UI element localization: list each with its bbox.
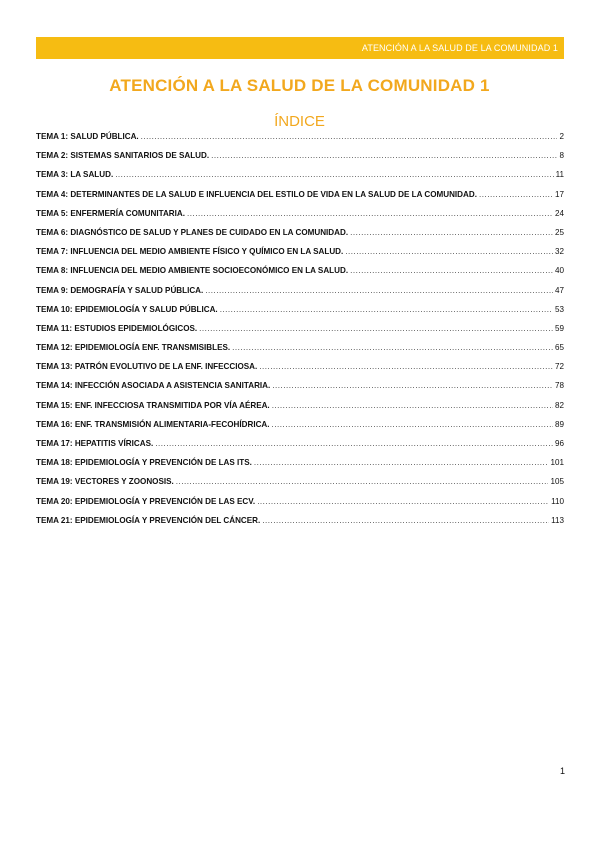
toc-entry-page: 11 — [555, 170, 564, 180]
toc-entry[interactable] — [36, 439, 564, 458]
table-of-contents — [36, 132, 564, 535]
toc-entry-label: TEMA 4: DETERMINANTES DE LA SALUD E INFLUENCIA DEL ESTILO DE VIDA EN LA SALUD DE LA COMUNIDAD. — [36, 189, 477, 199]
toc-entry[interactable] — [36, 381, 564, 400]
toc-entry-label: TEMA 3: LA SALUD. — [36, 170, 114, 180]
toc-entry-label: TEMA 6: DIAGNÓSTICO DE SALUD Y PLANES DE CUIDADO EN LA COMUNIDAD. — [36, 227, 349, 237]
toc-dot-leader — [350, 228, 553, 237]
toc-entry[interactable] — [36, 228, 564, 247]
toc-entry[interactable] — [36, 401, 564, 420]
toc-dot-leader — [262, 516, 549, 525]
toc-entry[interactable] — [36, 209, 564, 228]
toc-entry-page: 96 — [554, 439, 564, 448]
toc-entry-label: TEMA 18: EPIDEMIOLOGÍA Y PREVENCIÓN DE LAS ITS. — [36, 458, 252, 468]
toc-entry-label: TEMA 14: INFECCIÓN ASOCIADA A ASISTENCIA SANITARIA. — [36, 381, 271, 391]
toc-entry-label: TEMA 20: EPIDEMIOLOGÍA Y PREVENCIÓN DE LAS ECV. — [36, 496, 256, 506]
toc-entry[interactable] — [36, 132, 564, 151]
toc-entry[interactable] — [36, 458, 564, 477]
toc-entry-page: 40 — [554, 266, 564, 276]
toc-dot-leader — [254, 458, 549, 467]
toc-dot-leader — [345, 247, 553, 256]
toc-entry-page: 105 — [550, 477, 564, 487]
toc-dot-leader — [176, 477, 549, 486]
toc-entry-page: 25 — [554, 227, 564, 237]
toc-entry-label: TEMA 8: INFLUENCIA DEL MEDIO AMBIENTE SOCIOECONÓMICO EN LA SALUD. — [36, 266, 349, 276]
toc-entry[interactable] — [36, 247, 564, 266]
toc-entry-page: 59 — [554, 323, 564, 333]
toc-entry-page: 113 — [551, 515, 564, 525]
toc-entry-page: 89 — [554, 419, 564, 429]
toc-dot-leader — [155, 439, 553, 448]
toc-entry-page: 110 — [551, 496, 564, 506]
toc-entry-page: 53 — [554, 304, 564, 314]
toc-entry-page: 65 — [554, 343, 564, 353]
running-header — [36, 37, 564, 59]
toc-entry[interactable] — [36, 266, 564, 285]
toc-dot-leader — [141, 132, 558, 141]
toc-entry-label: TEMA 1: SALUD PÚBLICA. — [36, 132, 139, 141]
toc-entry-label: TEMA 7: INFLUENCIA DEL MEDIO AMBIENTE FÍSICO Y QUÍMICO EN LA SALUD. — [36, 247, 344, 257]
toc-entry-page: 101 — [550, 458, 564, 468]
toc-dot-leader — [187, 209, 553, 218]
toc-dot-leader — [115, 170, 553, 179]
toc-dot-leader — [259, 362, 553, 371]
toc-dot-leader — [479, 190, 553, 199]
toc-dot-leader — [272, 401, 553, 410]
toc-dot-leader — [211, 151, 557, 160]
toc-entry-label: TEMA 9: DEMOGRAFÍA Y SALUD PÚBLICA. — [36, 285, 204, 295]
toc-dot-leader — [220, 305, 553, 314]
toc-entry-page: 47 — [554, 285, 564, 295]
toc-entry-page: 24 — [554, 208, 564, 218]
toc-entry[interactable] — [36, 170, 564, 189]
toc-entry-label: TEMA 10: EPIDEMIOLOGÍA Y SALUD PÚBLICA. — [36, 304, 218, 314]
toc-entry[interactable] — [36, 305, 564, 324]
toc-entry-label: TEMA 11: ESTUDIOS EPIDEMIOLÓGICOS. — [36, 323, 198, 333]
toc-entry[interactable] — [36, 497, 564, 516]
document-title: ATENCIÓN A LA SALUD DE LA COMUNIDAD 1 — [109, 76, 490, 95]
toc-dot-leader — [199, 324, 553, 333]
toc-entry-page: 17 — [554, 189, 564, 199]
toc-entry-page: 32 — [554, 247, 564, 257]
toc-dot-leader — [350, 266, 553, 275]
page-number: 1 — [559, 766, 565, 776]
toc-dot-leader — [272, 381, 553, 390]
toc-entry[interactable] — [36, 324, 564, 343]
toc-entry-page: 78 — [554, 381, 564, 391]
toc-entry-page: 8 — [559, 151, 564, 161]
toc-entry[interactable] — [36, 516, 564, 535]
toc-entry[interactable] — [36, 420, 564, 439]
index-heading: ÍNDICE — [274, 113, 325, 130]
running-header-title: ATENCIÓN A LA SALUD DE LA COMUNIDAD 1 — [361, 43, 558, 53]
toc-entry-label: TEMA 17: HEPATITIS VÍRICAS. — [36, 439, 154, 448]
toc-entry-label: TEMA 21: EPIDEMIOLOGÍA Y PREVENCIÓN DEL CÁNCER. — [36, 515, 261, 525]
toc-entry-label: TEMA 19: VECTORES Y ZOONOSIS. — [36, 477, 174, 487]
toc-entry-label: TEMA 13: PATRÓN EVOLUTIVO DE LA ENF. INFECCIOSA. — [36, 362, 258, 372]
toc-entry[interactable] — [36, 190, 564, 209]
toc-entry[interactable] — [36, 362, 564, 381]
toc-entry[interactable] — [36, 343, 564, 362]
toc-entry[interactable] — [36, 286, 564, 305]
toc-dot-leader — [257, 497, 549, 506]
toc-entry-page: 72 — [554, 362, 564, 372]
toc-entry-label: TEMA 12: EPIDEMIOLOGÍA ENF. TRANSMISIBLES. — [36, 343, 231, 353]
toc-entry-label: TEMA 5: ENFERMERÍA COMUNITARIA. — [36, 208, 185, 218]
toc-entry-page: 82 — [554, 400, 564, 410]
toc-dot-leader — [232, 343, 553, 352]
toc-dot-leader — [272, 420, 553, 429]
toc-entry-label: TEMA 16: ENF. TRANSMISIÓN ALIMENTARIA-FECOHÍDRICA. — [36, 419, 270, 429]
toc-dot-leader — [205, 286, 553, 295]
toc-entry[interactable] — [36, 151, 564, 170]
toc-entry[interactable] — [36, 477, 564, 496]
toc-entry-label: TEMA 15: ENF. INFECCIOSA TRANSMITIDA POR VÍA AÉREA. — [36, 400, 270, 410]
toc-entry-page: 2 — [559, 132, 564, 141]
toc-entry-label: TEMA 2: SISTEMAS SANITARIOS DE SALUD. — [36, 151, 210, 161]
